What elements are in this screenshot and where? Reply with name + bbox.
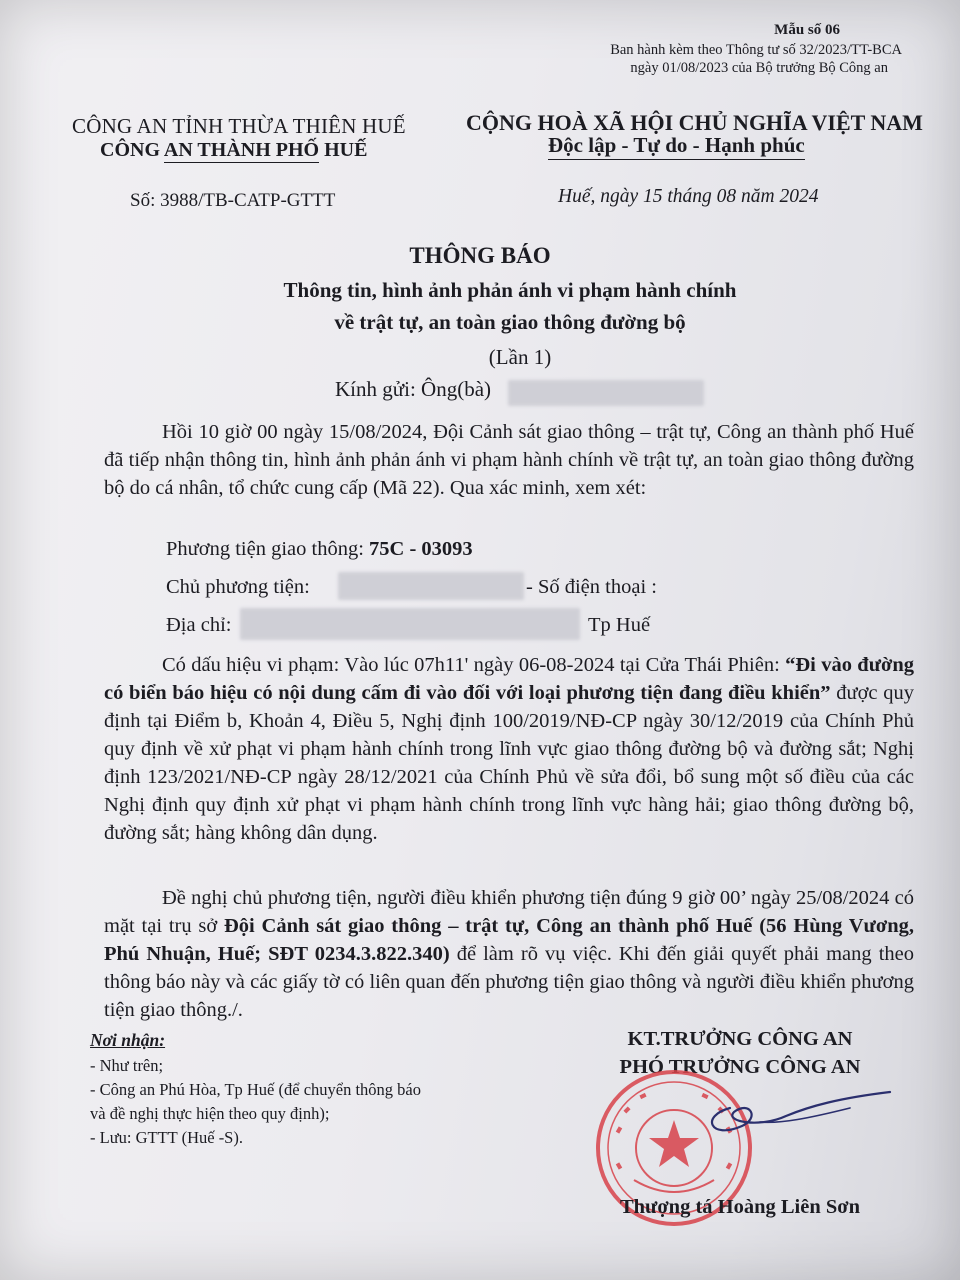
- license-plate: 75C - 03093: [369, 538, 473, 560]
- document-number: Số: 3988/TB-CATP-GTTT: [130, 190, 336, 211]
- form-issued-with: Ban hành kèm theo Thông tư số 32/2023/TT-BCA: [610, 42, 902, 58]
- recipient-item: - Công an Phú Hòa, Tp Huế (để chuyển thông báo: [90, 1080, 422, 1099]
- handwritten-signature-icon: [690, 1078, 910, 1178]
- office-address: Đội Cảnh sát giao thông – trật tự, Công an thành phố Huế (56 Hùng Vương, Phú Nhuận, Huế; SĐT 0234.3.822.340): [104, 915, 914, 965]
- signer-title-2: PHÓ TRƯỞNG CÔNG AN: [619, 1056, 861, 1078]
- redacted-recipient-name: [508, 380, 704, 406]
- signer-title-1: KT.TRƯỞNG CÔNG AN: [627, 1028, 853, 1050]
- owner-label: Chủ phương tiện:: [166, 576, 310, 598]
- nation-title: CỘNG HOÀ XÃ HỘI CHỦ NGHĨA VIỆT NAM: [466, 110, 923, 135]
- notice-round: (Lần 1): [488, 345, 552, 369]
- agency-parent: CÔNG AN TỈNH THỪA THIÊN HUẾ: [72, 114, 406, 138]
- recipient-item: và đề nghị thực hiện theo quy định);: [90, 1104, 330, 1123]
- paragraph-request: Đề nghị chủ phương tiện, người điều khiển phương tiện đúng 9 giờ 00’ ngày 25/08/2024 có mặt tại trụ sở Đội Cảnh sát giao thông – trật tự, Công an thành phố Huế (56 Hùng Vương, Phú Nhuận, Huế; SĐT 0234.3.822.340) để làm rõ vụ việc. Khi đến giải quyết phải mang theo thông báo này và các giấy tờ có liên quan đến phương tiện giao thông và người điều khiển phương tiện giao thông./.: [104, 887, 914, 1021]
- form-issued-date: ngày 01/08/2023 của Bộ trưởng Bộ Công an: [630, 60, 888, 76]
- signer-name: Thượng tá Hoàng Liên Sơn: [619, 1196, 861, 1218]
- form-number: Mẫu số 06: [774, 22, 840, 38]
- place-date: Huế, ngày 15 tháng 08 năm 2024: [558, 186, 819, 207]
- recipient-item: - Lưu: GTTT (Huế -S).: [90, 1128, 243, 1147]
- motto: Độc lập - Tự do - Hạnh phúc: [548, 133, 805, 160]
- address-city: Tp Huế: [588, 614, 651, 636]
- document-subtitle-1: Thông tin, hình ảnh phản ánh vi phạm hành chính: [283, 278, 737, 302]
- document-title: THÔNG BÁO: [409, 243, 551, 268]
- redacted-address: [240, 608, 580, 640]
- address-label: Địa chỉ:: [166, 614, 232, 636]
- recipient-item: - Như trên;: [90, 1056, 164, 1075]
- violation-description: “Đi vào đường có biển báo hiệu có nội dung cấm đi vào đối với loại phương tiện đang điều khiển”: [104, 654, 914, 704]
- vehicle-line: Phương tiện giao thông: 75C - 03093: [166, 538, 473, 560]
- document-subtitle-2: về trật tự, an toàn giao thông đường bộ: [334, 310, 686, 334]
- phone-label: - Số điện thoại :: [526, 576, 657, 598]
- agency-name: CÔNG AN THÀNH PHỐ HUẾ: [100, 139, 368, 161]
- recipient-salutation: Kính gửi: Ông(bà): [335, 377, 492, 401]
- paragraph-violation: Có dấu hiệu vi phạm: Vào lúc 07h11' ngày 06-08-2024 tại Cửa Thái Phiên: “Đi vào đường có biển báo hiệu có nội dung cấm đi vào đối với loại phương tiện đang điều khiển” được quy định tại Điểm b, Khoản 4, Điều 5, Nghị định 100/2019/NĐ-CP ngày 30/12/2019 của Chính Phủ quy định về xử phạt vi phạm hành chính trong lĩnh vực giao thông đường bộ và đường sắt; Nghị định 123/2021/NĐ-CP ngày 28/12/2021 của Chính Phủ về sửa đổi, bổ sung một số điều của các Nghị định quy định xử phạt vi phạm hành chính trong lĩnh vực hàng hải; giao thông đường bộ, đường sắt; hàng không dân dụng.: [104, 654, 914, 844]
- paragraph-received: Hồi 10 giờ 00 ngày 15/08/2024, Đội Cảnh sát giao thông – trật tự, Công an thành phố Huế đã tiếp nhận thông tin, hình ảnh phản ánh vi phạm hành chính về trật tự, an toàn giao thông đường bộ do cá nhân, tổ chức cung cấp (Mã 22). Qua xác minh, xem xét:: [104, 421, 914, 499]
- recipients-title: Nơi nhận:: [90, 1030, 166, 1050]
- redacted-owner-name: [338, 572, 524, 600]
